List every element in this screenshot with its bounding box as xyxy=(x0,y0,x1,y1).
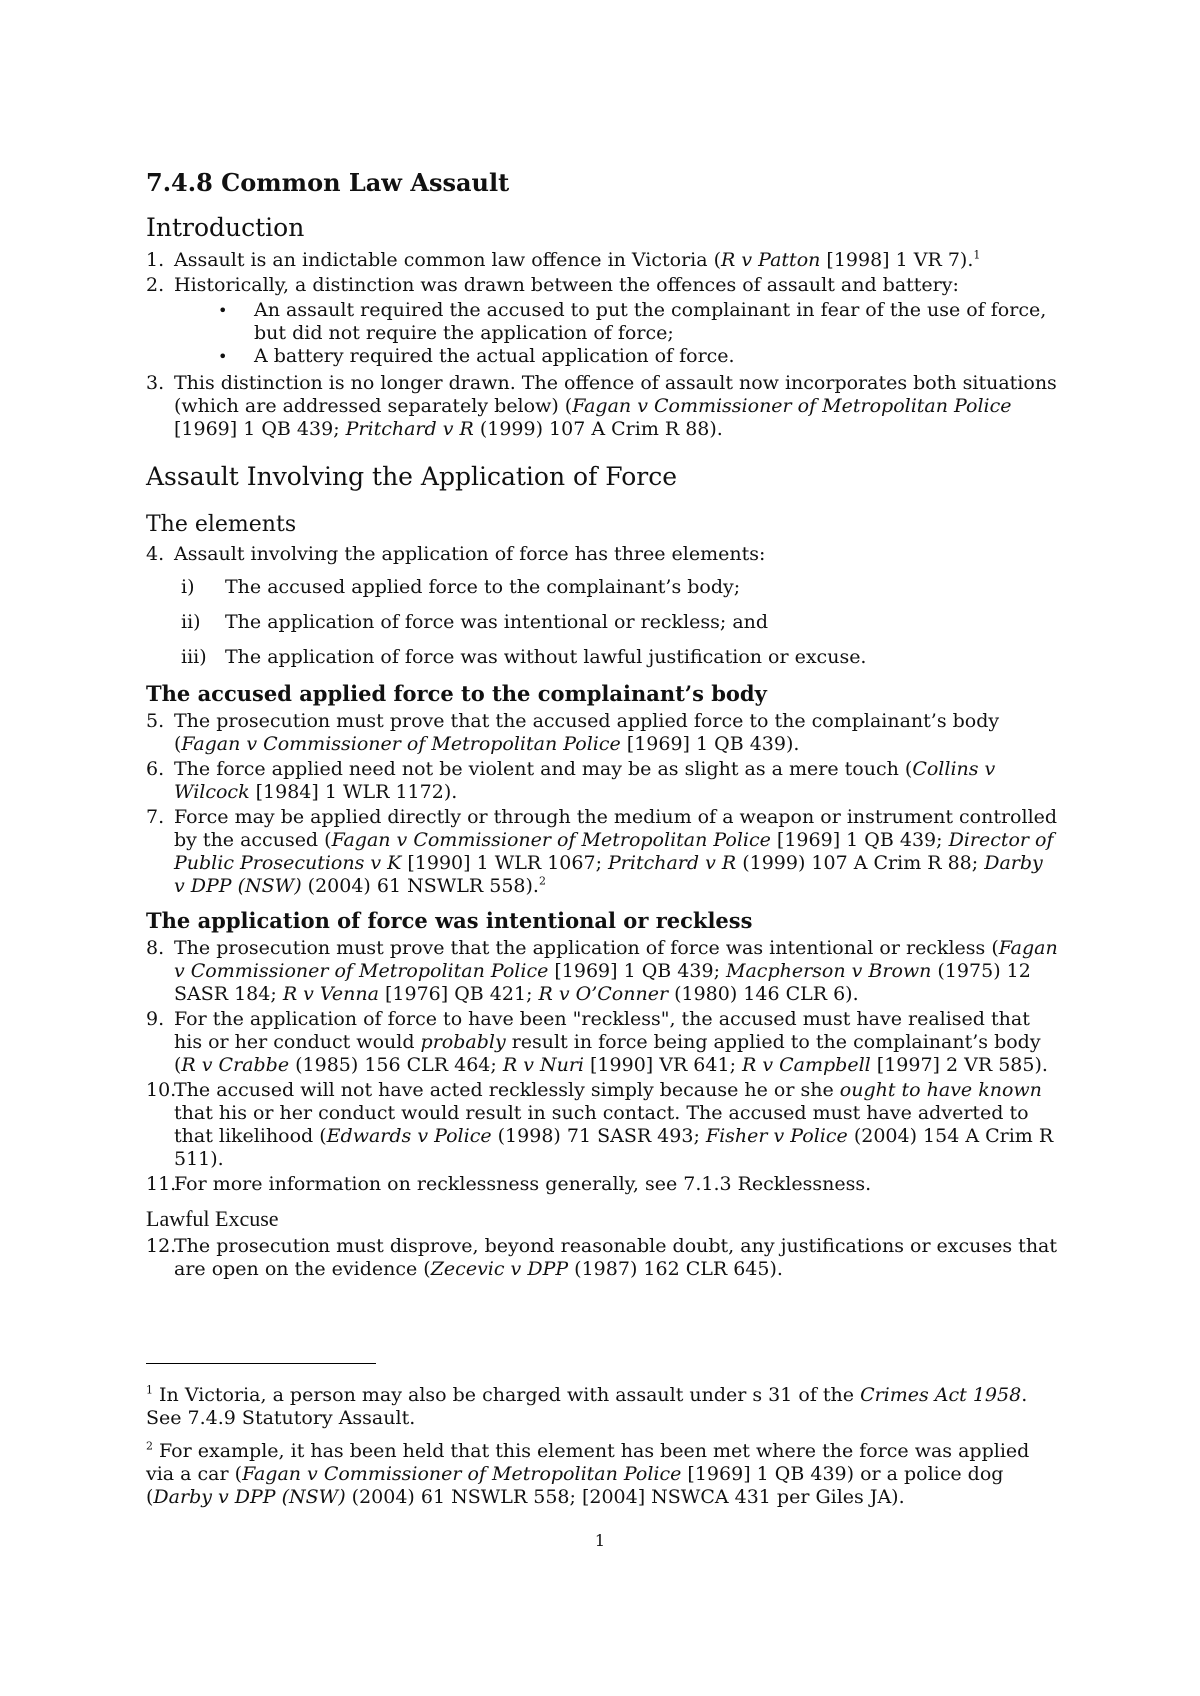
case-name: Darby v DPP (NSW) xyxy=(153,1486,346,1508)
list-item: i) The accused applied force to the complainant’s body; xyxy=(181,576,741,598)
case-name: Darby v DPP (NSW) xyxy=(174,852,1043,897)
list-item: ii) The application of force was intentional or reckless; and xyxy=(181,611,769,633)
paragraph-2: 2. Historically, a distinction was drawn between the offences of assault and battery: xyxy=(146,274,959,296)
act-name: Crimes Act 1958 xyxy=(860,1384,1022,1406)
paragraph-number: 2. xyxy=(146,274,165,296)
paragraph-3: 3. This distinction is no longer drawn. The offence of assault now incorporates both situations (which are addressed separately below) (Fagan v Commissioner of Metropolitan Police [1969] 1 QB 439; Pritchard v R (1999) 107 A Crim R 88). xyxy=(146,372,1057,440)
paragraph-11 xyxy=(146,1173,1058,1196)
footnote-2: $^2$ For example, it has been held that this element has been met where the force was applied via a car (Fagan v Commissioner of Metropolitan Police [1969] 1 QB 439) or a police dog (Darby v DPP (NSW) (2004) 61 NSWLR 558; [2004] NSWCA 431 per Giles JA). xyxy=(146,1439,1030,1508)
paragraph-5: 5. The prosecution must prove that the accused applied force to the complainant’s body (Fagan v Commissioner of Metropolitan Police [1969] 1 QB 439). xyxy=(146,710,1000,755)
case-name: Fagan v Commissioner of Metropolitan Police xyxy=(572,395,1012,417)
paragraph-number: 8. xyxy=(146,937,165,959)
footnote-mark: 2 xyxy=(146,1439,153,1453)
list-item: • An assault required the accused to put the complainant in fear of the use of force, but did not require the application of force; xyxy=(218,299,1047,344)
paragraph-number: 7. xyxy=(146,806,165,828)
paragraph-number: 10. xyxy=(146,1079,177,1101)
footnote-mark: 1 xyxy=(146,1383,153,1397)
case-name: Fisher v Police xyxy=(705,1125,848,1147)
paragraph-4: 4. Assault involving the application of force has three elements: xyxy=(146,543,766,565)
paragraph-number: 11. xyxy=(146,1173,177,1195)
list-item: iii) The application of force was without lawful justification or excuse. xyxy=(181,646,867,668)
page-title: 7.4.8 Common Law Assault xyxy=(146,168,510,197)
paragraph-10: 10. The accused will not have acted recklessly simply because he or she ought to have known that his or her conduct would result in such contact. The accused must have adverted to that likelihood (Edwards v Police (1998) 71 SASR 493; Fisher v Police (2004) 154 A Crim R 511). xyxy=(146,1079,1054,1170)
case-name: R v Campbell xyxy=(742,1054,871,1076)
emphasis: ought to have known xyxy=(839,1079,1042,1101)
paragraph-number: 3. xyxy=(146,372,165,394)
case-name: Pritchard v R xyxy=(345,418,474,440)
case-name: Fagan v Commissioner of Metropolitan Police xyxy=(242,1463,682,1485)
case-name: R v Crabbe xyxy=(181,1054,290,1076)
elements-heading: The elements xyxy=(146,512,297,537)
case-name: Fagan v Commissioner of Metropolitan Police xyxy=(181,733,621,755)
paragraph-12: 12. The prosecution must disprove, beyond reasonable doubt, any justifications or excuses that are open on the evidence (Zecevic v DPP (1987) 162 CLR 645). xyxy=(146,1235,1058,1280)
page-body xyxy=(146,168,1058,1283)
elements-list xyxy=(146,576,1058,669)
case-name: Edwards v Police xyxy=(326,1125,492,1147)
paragraph-9: 9. For the application of force to have been "reckless", the accused must have realised that his or her conduct would probably result in force being applied to the complainant’s body (R v Crabbe (1985) 156 CLR 464; R v Nuri [1990] VR 641; R v Campbell [1997] 2 VR 585). xyxy=(146,1008,1048,1076)
intro-heading: Introduction xyxy=(146,213,305,242)
list-item: • A battery required the actual application of force. xyxy=(218,345,735,367)
footnote-ref-1[interactable]: 1 xyxy=(973,248,981,262)
paragraph-number: 9. xyxy=(146,1008,165,1030)
footnote-ref-2[interactable]: 2 xyxy=(538,874,546,888)
case-name: R v Venna xyxy=(282,983,379,1005)
paragraph-8: 8. The prosecution must prove that the application of force was intentional or reckless (Fagan v Commissioner of Metropolitan Police [1969] 1 QB 439; Macpherson v Brown (1975) 12 SASR 184; R v Venna [1976] QB 421; R v O’Conner (1980) 146 CLR 6). xyxy=(146,937,1058,1005)
recklessness-reference: For more information on recklessness generally, see 7.1.3 Recklessness. xyxy=(174,1173,872,1195)
case-name: Director of Public Prosecutions v K xyxy=(174,829,1054,874)
paragraph-number: 4. xyxy=(146,543,165,565)
case-name: R v Nuri xyxy=(502,1054,584,1076)
paragraph-number: 6. xyxy=(146,758,165,780)
paragraph-number: 12. xyxy=(146,1235,177,1257)
case-name: Collins v Wilcock xyxy=(174,758,996,803)
bullet-icon: • xyxy=(218,347,228,366)
case-name: Fagan v Commissioner of Metropolitan Police xyxy=(331,829,771,851)
paragraph-1: 1. Assault is an indictable common law offence in Victoria (R v Patton [1998] 1 VR 7).$^1$ xyxy=(146,248,981,271)
applied-force-heading: The accused applied force to the complainant’s body xyxy=(146,681,767,706)
bullet-icon: • xyxy=(218,301,228,320)
intent-heading: The application of force was intentional or reckless xyxy=(146,908,753,933)
case-name: Zecevic v DPP xyxy=(430,1258,569,1280)
case-name: Pritchard v R xyxy=(608,852,737,874)
page-number: 1 xyxy=(594,1531,606,1550)
lawful-excuse-heading: Lawful Excuse xyxy=(146,1206,279,1231)
case-name: R v Patton xyxy=(721,249,821,271)
bullet-list xyxy=(146,299,1058,368)
emphasis: probably xyxy=(420,1031,506,1053)
case-name: R v O’Conner xyxy=(538,983,669,1005)
footnote-divider xyxy=(146,1363,376,1364)
footnotes xyxy=(146,1384,1058,1519)
paragraph-7: 7. Force may be applied directly or through the medium of a weapon or instrument controlled by the accused (Fagan v Commissioner of Metropolitan Police [1969] 1 QB 439; Director of Public Prosecutions v K [1990] 1 WLR 1067; Pritchard v R (1999) 107 A Crim R 88; Darby v DPP (NSW) (2004) 61 NSWLR 558).$^2$ xyxy=(146,806,1058,897)
case-name: Macpherson v Brown xyxy=(726,960,932,982)
paragraph-number: 5. xyxy=(146,710,165,732)
force-section-heading: Assault Involving the Application of Force xyxy=(146,462,678,491)
paragraph-6: 6. The force applied need not be violent and may be as slight as a mere touch (Collins v Wilcock [1984] 1 WLR 1172). xyxy=(146,758,996,803)
paragraph-number: 1. xyxy=(146,249,165,271)
footnote-1: $^1$ In Victoria, a person may also be charged with assault under s 31 of the Crimes Act 1958. See 7.4.9 Statutory Assault. xyxy=(146,1383,1028,1429)
case-name: Fagan v Commissioner of Metropolitan Police xyxy=(174,937,1058,982)
